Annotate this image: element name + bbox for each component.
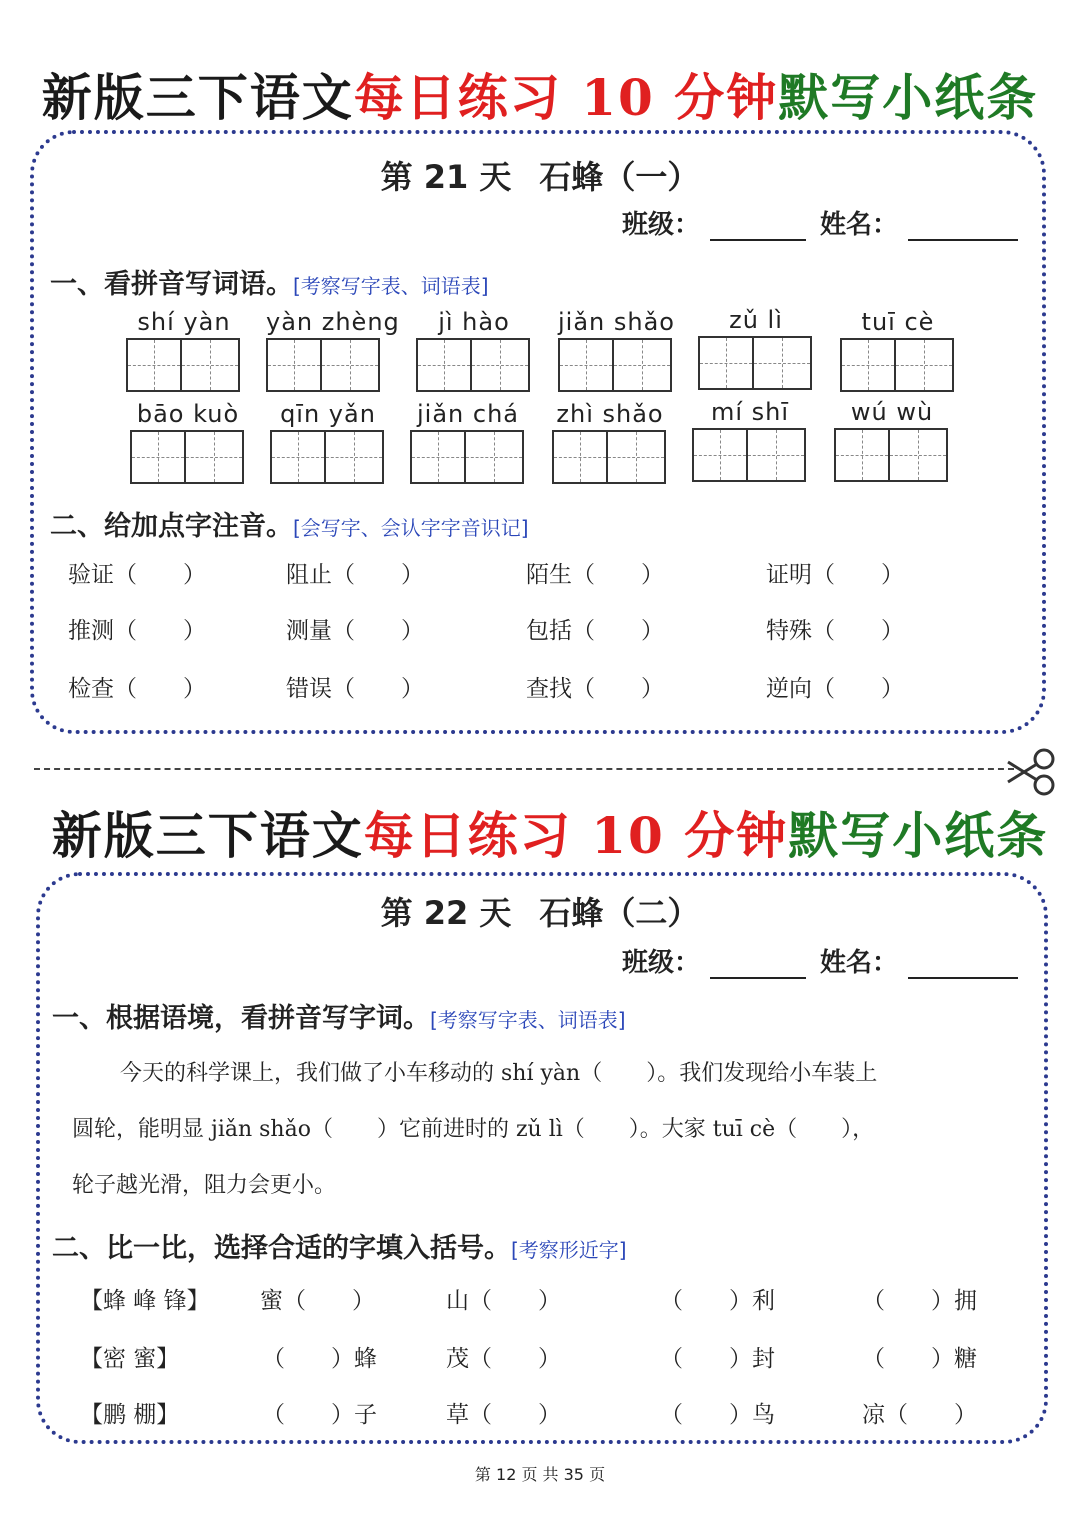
fill-item: 草（ ） xyxy=(446,1402,561,1428)
banner-title-2: 新版三下语文每日练习 10 分钟默写小纸条 xyxy=(51,806,1049,865)
fill-item: 凉（ ） xyxy=(862,1402,977,1428)
word-item: 测量（ ） xyxy=(286,618,424,644)
day21-title: 第 21 天 石蜂（一） xyxy=(380,158,700,196)
write-box[interactable] xyxy=(608,430,666,484)
write-box[interactable] xyxy=(698,336,754,390)
word-item: 推测（ ） xyxy=(68,618,206,644)
context-paragraph-line: 圆轮，能明显 jiǎn shǎo（ ）它前进时的 zǔ lì（ ）。大家 tuī cè（ ）， xyxy=(72,1117,875,1142)
write-box[interactable] xyxy=(266,338,322,392)
fill-item: （ ）子 xyxy=(262,1402,377,1428)
fill-item: （ ）鸟 xyxy=(660,1402,775,1428)
fill-item: （ ）拥 xyxy=(862,1288,977,1314)
class-blank[interactable] xyxy=(710,238,806,241)
pinyin-item: zhì shǎo xyxy=(552,400,668,484)
write-box[interactable] xyxy=(896,338,954,392)
day21-name-row: 班级： 姓名： xyxy=(622,204,1032,241)
day21-section2-title: 二、给加点字注音。[会写字、会认字字音识记] xyxy=(50,511,529,542)
char-group: 【密 蜜】 xyxy=(80,1346,180,1372)
fill-item: （ ）糖 xyxy=(862,1346,977,1372)
day21-section1-title: 一、看拼音写词语。[考察写字表、词语表] xyxy=(50,269,489,300)
page-footer: 第 12 页 共 35 页 xyxy=(474,1465,606,1484)
pinyin-item: zǔ lì xyxy=(698,306,814,390)
write-box[interactable] xyxy=(416,338,472,392)
pinyin-item: yàn zhèng xyxy=(266,308,382,392)
class-blank[interactable] xyxy=(710,976,806,979)
char-group: 【蜂 峰 锋】 xyxy=(80,1288,210,1314)
write-box[interactable] xyxy=(890,428,948,482)
write-box[interactable] xyxy=(834,428,890,482)
pinyin-item: tuī cè xyxy=(840,308,956,392)
word-item: 证明（ ） xyxy=(766,562,904,588)
fill-item: （ ）蜂 xyxy=(262,1346,377,1372)
day22-section1-title: 一、根据语境，看拼音写字词。[考察写字表、词语表] xyxy=(52,1003,626,1034)
write-box[interactable] xyxy=(840,338,896,392)
name-blank[interactable] xyxy=(908,238,1018,241)
write-box[interactable] xyxy=(754,336,812,390)
pinyin-item: mí shī xyxy=(692,398,808,482)
write-box[interactable] xyxy=(558,338,614,392)
word-item: 错误（ ） xyxy=(286,676,424,702)
context-paragraph-line: 轮子越光滑，阻力会更小。 xyxy=(72,1173,337,1198)
word-item: 验证（ ） xyxy=(68,562,206,588)
write-box[interactable] xyxy=(322,338,380,392)
day22-section2-title: 二、比一比，选择合适的字填入括号。[考察形近字] xyxy=(52,1233,627,1264)
name-blank[interactable] xyxy=(908,976,1018,979)
fill-item: 茂（ ） xyxy=(446,1346,561,1372)
word-item: 逆向（ ） xyxy=(766,676,904,702)
cut-line xyxy=(34,768,1014,770)
write-box[interactable] xyxy=(472,338,530,392)
day22-name-row: 班级： 姓名： xyxy=(622,942,1032,979)
write-box[interactable] xyxy=(270,430,326,484)
word-item: 特殊（ ） xyxy=(766,618,904,644)
write-box[interactable] xyxy=(692,428,748,482)
write-box[interactable] xyxy=(126,338,182,392)
pinyin-item: qīn yǎn xyxy=(270,400,386,484)
context-paragraph-line: 今天的科学课上，我们做了小车移动的 shí yàn（ ）。我们发现给小车装上 xyxy=(120,1061,878,1086)
write-box[interactable] xyxy=(130,430,186,484)
pinyin-item: jiǎn chá xyxy=(410,400,526,484)
pinyin-item: jiǎn shǎo xyxy=(558,308,674,392)
word-item: 陌生（ ） xyxy=(526,562,664,588)
fill-item: 蜜（ ） xyxy=(260,1288,375,1314)
word-item: 阻止（ ） xyxy=(286,562,424,588)
write-box[interactable] xyxy=(466,430,524,484)
write-box[interactable] xyxy=(748,428,806,482)
word-item: 查找（ ） xyxy=(526,676,664,702)
write-box[interactable] xyxy=(552,430,608,484)
banner-title-1: 新版三下语文每日练习 10 分钟默写小纸条 xyxy=(41,68,1039,127)
pinyin-item: jì hào xyxy=(416,308,532,392)
char-group: 【鹏 棚】 xyxy=(80,1402,180,1428)
word-item: 检查（ ） xyxy=(68,676,206,702)
write-box[interactable] xyxy=(410,430,466,484)
pinyin-item: shí yàn xyxy=(126,308,242,392)
pinyin-item: bāo kuò xyxy=(130,400,246,484)
write-box[interactable] xyxy=(182,338,240,392)
pinyin-item: wú wù xyxy=(834,398,950,482)
scissors-icon xyxy=(1004,746,1062,798)
write-box[interactable] xyxy=(614,338,672,392)
write-box[interactable] xyxy=(186,430,244,484)
fill-item: （ ）利 xyxy=(660,1288,775,1314)
fill-item: 山（ ） xyxy=(446,1288,561,1314)
word-item: 包括（ ） xyxy=(526,618,664,644)
write-box[interactable] xyxy=(326,430,384,484)
fill-item: （ ）封 xyxy=(660,1346,775,1372)
day22-title: 第 22 天 石蜂（二） xyxy=(380,894,700,932)
